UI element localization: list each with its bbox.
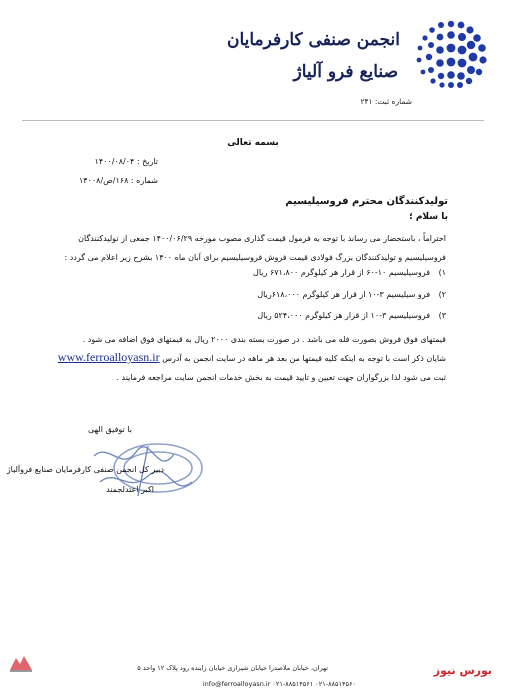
intro-paragraph-line2: فروسیلیسیم و تولیدکنندگان بزرگ فولادی قیمت فروش فروسیلیسیم برای آبان ماه ۱۴۰۰ بشرح زیر اعلام می گردد : — [64, 253, 446, 262]
association-name-line1: انجمن صنفی کارفرمایان — [226, 30, 400, 50]
price-item-text: فرو سیلیسیم ۳-۱۰ از قرار هر کیلوگرم ۶۱۸،۰۰۰ریال — [257, 290, 431, 299]
price-item-1 — [253, 268, 446, 277]
registration-number: شماره ثبت: ۲۴۱ — [360, 97, 412, 106]
association-logo-icon — [408, 14, 494, 94]
price-item-number: ۲) — [438, 290, 446, 299]
letter-number: شماره : ۱۶۸/ص/۱۴۰۰۸ — [78, 176, 158, 185]
bismillah-heading: بسمه تعالی — [227, 138, 279, 148]
price-item-number: ۱) — [438, 268, 446, 277]
website-note — [50, 348, 446, 368]
footer-address: تهران، خیابان ملاصدرا خیابان شیرازی خیابان زاینده رود پلاک ۱۲ واحد ۵ — [137, 664, 328, 672]
price-item-number: ۳) — [438, 311, 446, 320]
letter-date: تاریخ : ۱۴۰۰/۰۸/۰۴ — [94, 157, 158, 166]
price-item-text: فروسیلیسیم ۳-۱۰ از قرار هر کیلوگرم ۵۲۴،۰۰۰ ریال — [257, 311, 431, 320]
price-item-text: فروسیلیسیم ۱۰-۶۰ از قرار هر کیلوگرم ۶۷۱،۸۰۰ ریال — [253, 268, 431, 277]
source-watermark: بورس نیوز — [433, 664, 492, 677]
corner-badge-icon — [8, 652, 34, 674]
website-note-continuation: ثبت می شود لذا بزرگواران جهت تعیین و تایید قیمت به بخش خدمات انجمن سایت مراجعه فرمایند . — [116, 373, 446, 382]
letter-greeting: با سلام ؛ — [409, 212, 448, 222]
signatory-title-text: دبیر کل انجمن صنفی کارفرمایان صنایع فروآلیاژ — [6, 465, 164, 474]
price-item-3 — [257, 311, 446, 320]
packaging-note: قیمتهای فوق فروش بصورت فله می باشد . در صورت بسته بندی ۲۰۰۰ ریال به قیمتهای فوق اضافه می شود . — [82, 335, 446, 344]
intro-paragraph-line1: احتراماً ، باستحضار می رساند با توجه به فرمول قیمت گذاری مصوب مورخه ۱۴۰۰/۰۶/۲۹ جمعی از تولیدکنندگان — [78, 234, 446, 243]
footer-contact: info@ferroalloyasn.ir ۰۲۱-۸۸۵۱۴۵۶۱ ۰۲۱-۸۸۵۱۴۵۶۰ — [202, 680, 356, 688]
letterhead-divider — [22, 120, 484, 121]
website-link[interactable]: www.ferroalloyasn.ir — [57, 350, 160, 364]
signatory-title — [6, 465, 448, 474]
letter-recipient: تولیدکنندگان محترم فروسیلیسیم — [285, 196, 448, 207]
signatory-name: اکبر اعتدلجمند — [106, 485, 154, 494]
association-name-line2: صنایع فرو آلیاژ — [293, 62, 398, 82]
price-item-2 — [257, 290, 446, 299]
website-note-text: شایان ذکر است با توجه به اینکه کلیه قیمتها من بعد هر ماهه در سایت انجمن به آدرس — [162, 354, 446, 363]
signature-closing: با توفیق الهی — [87, 425, 132, 434]
